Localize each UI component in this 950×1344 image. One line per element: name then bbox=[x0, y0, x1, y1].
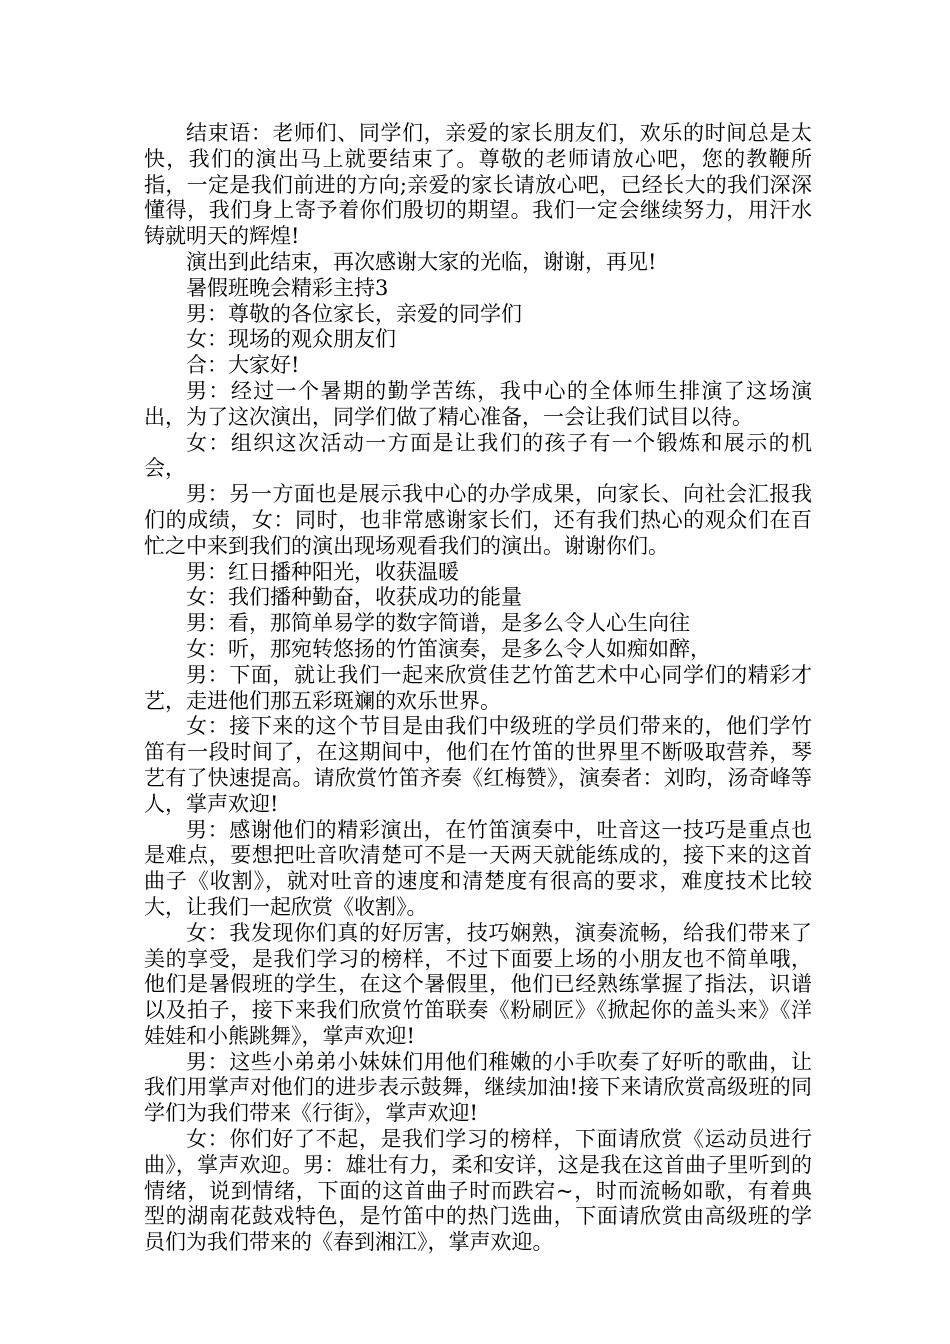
paragraph-male-intro: 男：经过一个暑期的勤学苦练，我中心的全体师生排演了这场演出，为了这次演出，同学们做了精心准备，一会让我们试目以待。 bbox=[144, 378, 812, 429]
paragraph-male-program-4: 男：这些小弟弟小妹妹们用他们稚嫩的小手吹奏了好听的歌曲，让我们用掌声对他们的进步表示鼓舞，继续加油!接下来请欣赏高级班的同学们为我们带来《行街》，掌声欢迎! bbox=[144, 1049, 812, 1126]
paragraph-male-greeting: 男：尊敬的各位家长，亲爱的同学们 bbox=[186, 301, 522, 326]
paragraph-male-program-2: 男：感谢他们的精彩演出，在竹笛演奏中，吐音这一技巧是重点也是难点，要想把吐音吹清楚可不是一天两天就能练成的，接下来的这首曲子《收割》，就对吐音的速度和清楚度有很高的要求，难度技术比较大，让我们一起欣赏《收割》。 bbox=[144, 817, 812, 919]
paragraph-male-thanks: 男：另一方面也是展示我中心的办学成果，向家长、向社会汇报我们的成绩，女：同时，也非常感谢家长们，还有我们热心的观众们在百忙之中来到我们的演出现场观看我们的演出。谢谢你们。 bbox=[144, 482, 812, 558]
paragraph-male-notation: 男：看，那简单易学的数字简谱，是多么令人心生向往 bbox=[186, 611, 690, 636]
paragraph-female-diligence: 女：我们播种勤奋，收获成功的能量 bbox=[186, 585, 522, 610]
paragraph-male-sun: 男：红日播种阳光，收获温暖 bbox=[186, 559, 459, 584]
paragraph-closing-remarks: 结束语：老师们、同学们，亲爱的家长朋友们，欢乐的时间总是太快，我们的演出马上就要结束了。尊敬的老师请放心吧，您的教鞭所指，一定是我们前进的方向;亲爱的家长请放心吧，已经长大的我们深深懂得，我们身上寄予着你们殷切的期望。我们一定会继续努力，用汗水铸就明天的辉煌! bbox=[144, 121, 812, 249]
paragraph-female-flute: 女：听，那宛转悠扬的竹笛演奏，是多么令人如痴如醉， bbox=[186, 636, 711, 661]
paragraph-female-program-1: 女：接下来的这个节目是由我们中级班的学员们带来的，他们学竹笛有一段时间了，在这期间中，他们在竹笛的世界里不断吸取营养，琴艺有了快速提高。请欣赏竹笛齐奏《红梅赞》，演奏者：刘昀，汤奇峰等人，掌声欢迎! bbox=[144, 714, 812, 816]
paragraph-female-purpose: 女：组织这次活动一方面是让我们的孩子有一个锻炼和展示的机会， bbox=[144, 430, 812, 481]
paragraph-show-end: 演出到此结束，再次感谢大家的光临，谢谢，再见! bbox=[186, 249, 657, 274]
document-body bbox=[144, 121, 812, 1256]
section-heading: 暑假班晚会精彩主持3 bbox=[186, 275, 389, 300]
paragraph-together-greeting: 合：大家好! bbox=[186, 353, 300, 378]
paragraph-female-program-5: 女：你们好了不起，是我们学习的榜样，下面请欣赏《运动员进行曲》，掌声欢迎。男：雄壮有力，柔和安详，这是我在这首曲子里听到的情绪，说到情绪，下面的这首曲子时而跌宕~，时而流畅如歌，有着典型的湖南花鼓戏特色，是竹笛中的热门选曲，下面请欣赏由高级班的学员们为我们带来的《春到湘江》，掌声欢迎。 bbox=[144, 1127, 812, 1255]
paragraph-male-invite: 男：下面，就让我们一起来欣赏佳艺竹笛艺术中心同学们的精彩才艺，走进他们那五彩斑斓的欢乐世界。 bbox=[144, 662, 812, 713]
paragraph-female-greeting: 女：现场的观众朋友们 bbox=[186, 327, 396, 352]
paragraph-female-program-3: 女：我发现你们真的好厉害，技巧娴熟，演奏流畅，给我们带来了美的享受，是我们学习的榜样，不过下面要上场的小朋友也不简单哦，他们是暑假班的学生，在这个暑假里，他们已经熟练掌握了指法，识谱以及拍子，接下来我们欣赏竹笛联奏《粉刷匠》《掀起你的盖头来》《洋娃娃和小熊跳舞》，掌声欢迎! bbox=[144, 920, 812, 1048]
